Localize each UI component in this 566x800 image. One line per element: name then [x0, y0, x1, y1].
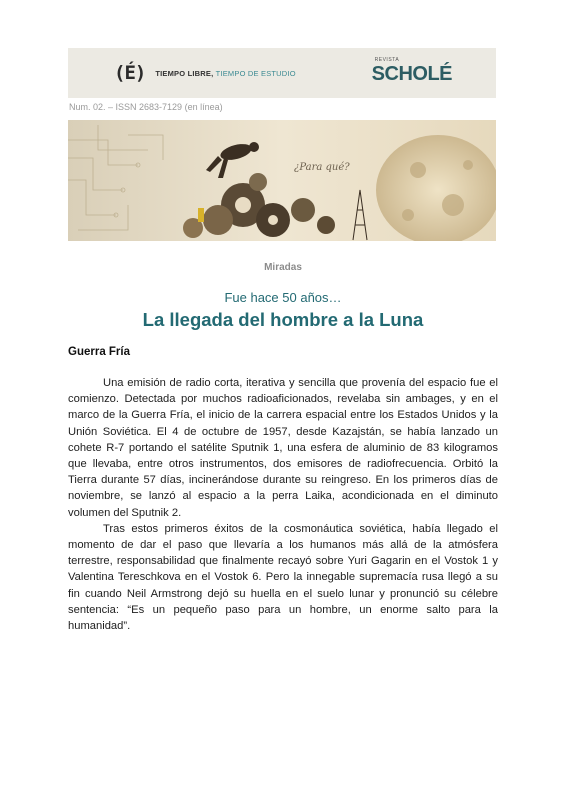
section-label: Miradas — [264, 262, 302, 273]
journal-prefix: REVISTA — [374, 57, 400, 63]
journal-name: SCHOLÉ — [371, 63, 452, 85]
illustration-caption: ¿Para qué? — [294, 162, 350, 173]
tagline-bold: TIEMPO LIBRE, — [155, 68, 214, 78]
journal-wordmark — [372, 57, 452, 86]
small-yellow-figure — [198, 208, 204, 222]
illustration-art — [68, 120, 496, 241]
article-title: La llegada del hombre a la Luna — [142, 309, 424, 330]
journal-logo-mark: (É) — [114, 62, 146, 84]
issn-line: Num. 02. – ISSN 2683-7129 (en línea) — [69, 102, 223, 112]
article-body — [68, 375, 498, 634]
journal-tagline — [155, 69, 295, 78]
article-kicker: Fue hace 50 años… — [224, 290, 342, 305]
tagline-light: TIEMPO DE ESTUDIO — [215, 68, 296, 78]
paragraph: Tras estos primeros éxitos de la cosmonáutica soviética, había llegado el momento de dar el paso que llevaría a los humanos más allá de la atmósfera terrestre, responsabilidad que finalmente recayó sobre Yuri Gagarin en el Vostok 1 y Valentina Tereschkova en el Vostok 6. Pero la innegable supremacía rusa llegó a su fin cuando Neil Armstrong dejó su huella en el suelo lunar y pronunció su célebre sentencia: “Es un pequeño paso para un hombre, un enorme salto para la humanidad”. — [68, 522, 498, 633]
paragraph: Una emisión de radio corta, iterativa y sencilla que provenía del espacio fue el comienzo. Detectada por muchos radioaficionados, revelaba sin ambages, y en el marco de la Guerra Fría, el inicio de la carrera espacial entre los Estados Unidos y la Unión Soviética. El 4 de octubre de 1957, desde Kazajstán, se había lanzado un cohete R-7 portando el satélite Sputnik 1, una esfera de aluminio de 83 kilogramos que llevaba, entre otros instrumentos, dos emisores de radiofrecuencia. Orbitó la Tierra durante 57 días, incinerándose durante su reingreso. En los primeros días de noviembre, se lanzó al espacio a la perra Laika, acondicionada en el diminuto volumen del Sputnik 2. — [68, 377, 498, 519]
journal-header — [68, 48, 496, 98]
article-subhead: Guerra Fría — [68, 346, 130, 358]
header-illustration — [68, 120, 496, 241]
